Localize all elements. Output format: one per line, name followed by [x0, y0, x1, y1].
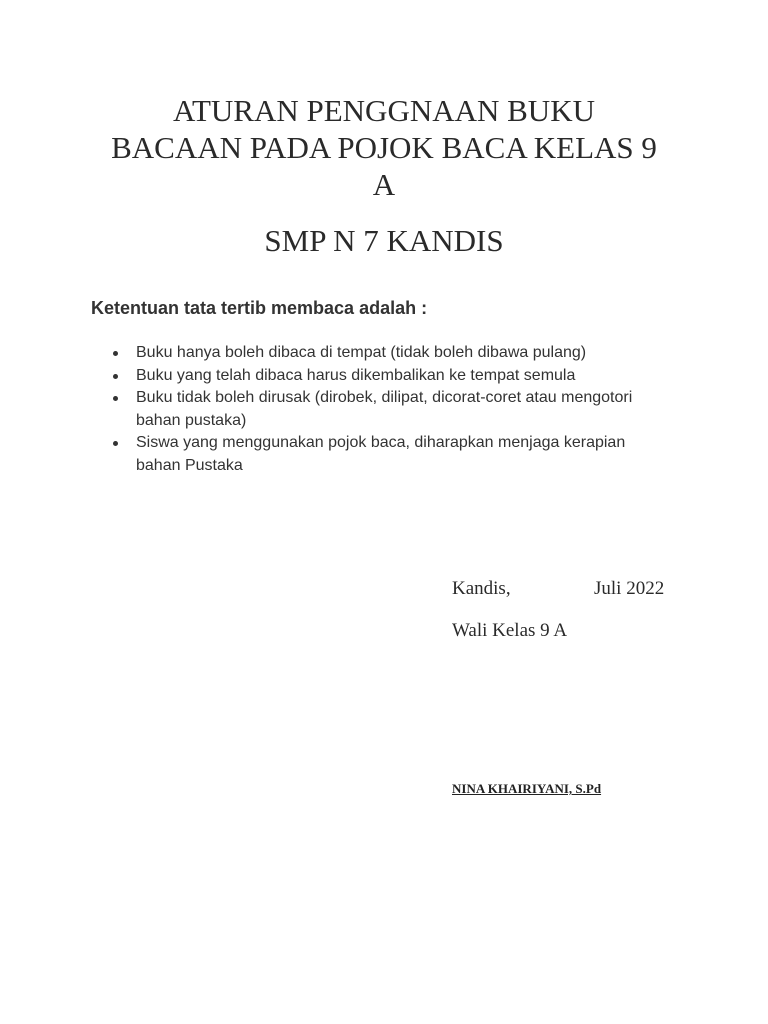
bullet-icon: [113, 374, 118, 379]
title-line: ATURAN PENGGNAAN BUKU: [173, 93, 595, 128]
rule-text: Buku yang telah dibaca harus dikembalikan ke tempat semula: [136, 366, 576, 384]
school-name: SMP N 7 KANDIS: [264, 223, 504, 258]
date-text: Juli 2022: [594, 578, 665, 599]
rules-heading: Ketentuan tata tertib membaca adalah :: [91, 298, 428, 318]
signer-name: NINA KHAIRIYANI, S.Pd: [452, 781, 602, 796]
rules-list: [109, 342, 669, 477]
document-title: [60, 92, 708, 203]
bullet-icon: [113, 396, 118, 401]
rule-text: Buku tidak boleh dirusak (dirobek, dilipat, dicorat-coret atau mengotori bahan pustaka): [136, 389, 633, 429]
rule-text: Buku hanya boleh dibaca di tempat (tidak boleh dibawa pulang): [136, 344, 587, 361]
rule-text: Siswa yang menggunakan pojok baca, diharapkan menjaga kerapian bahan Pustaka: [136, 434, 626, 474]
list-item: [109, 432, 669, 477]
title-line: A: [372, 167, 396, 202]
signer-role: Wali Kelas 9 A: [452, 620, 568, 641]
bullet-icon: [113, 441, 118, 446]
title-line: BACAAN PADA POJOK BACA KELAS 9: [111, 130, 657, 165]
bullet-icon: [113, 351, 118, 356]
place-text: Kandis,: [452, 578, 511, 599]
list-item: [109, 387, 669, 432]
list-item: [109, 365, 669, 388]
list-item: [109, 342, 669, 365]
